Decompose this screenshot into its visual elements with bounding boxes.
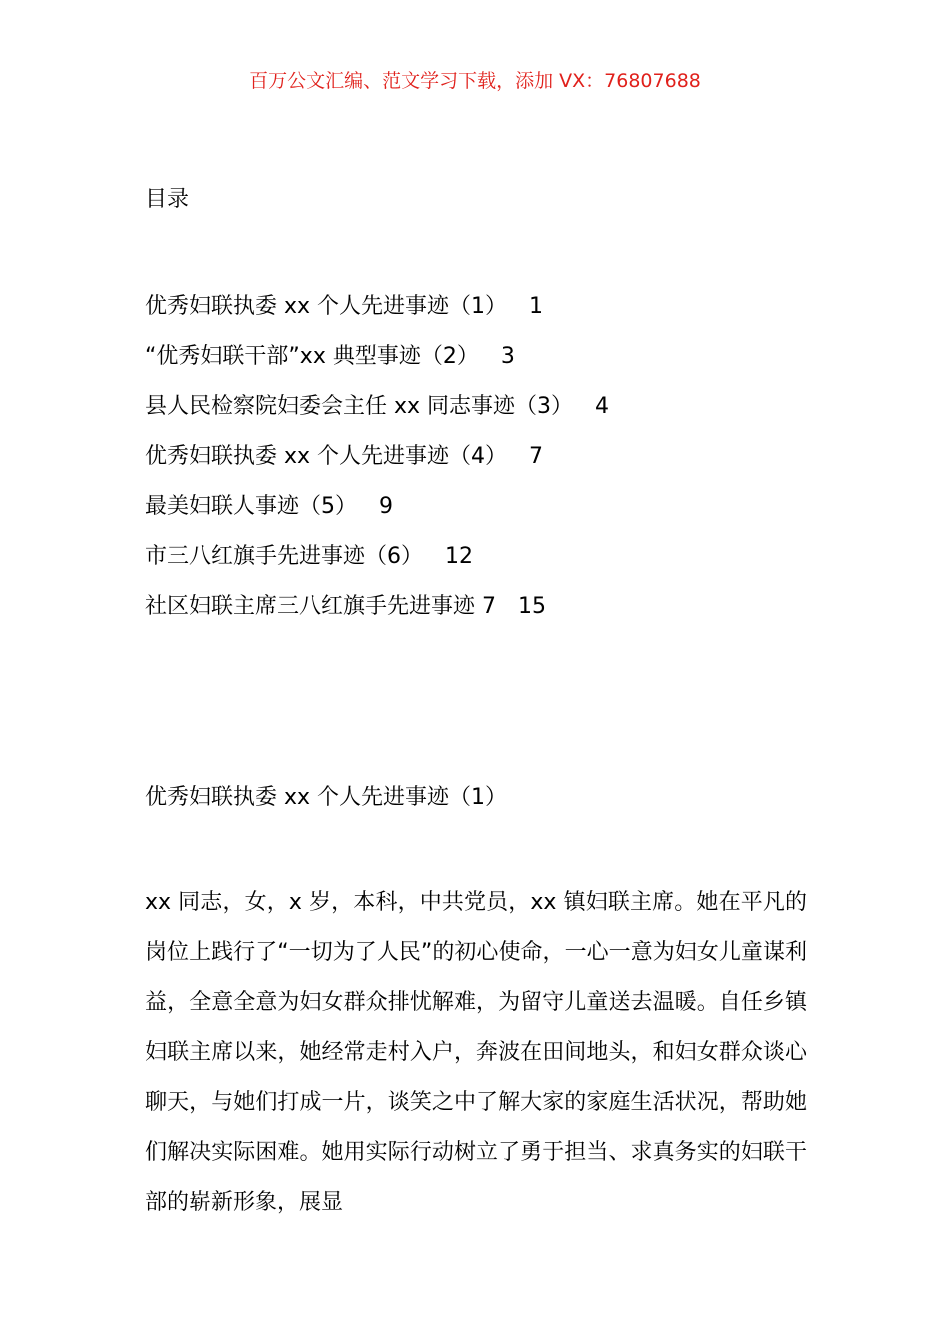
toc-entry — [145, 332, 609, 382]
watermark-header: 百万公文汇编、范文学习下载，添加 VX：76807688 — [249, 70, 701, 92]
toc-entry — [145, 382, 609, 432]
toc-entry-label: 市三八红旗手先进事迹（6） — [145, 544, 423, 569]
toc-entry-page: 4 — [595, 394, 610, 419]
body-paragraph: xx 同志，女，x 岁，本科，中共党员，xx 镇妇联主席。她在平凡的岗位上践行了“一切为了人民”的初心使命，一心一意为妇女儿童谋利益，全意全意为妇女群众排忧解难，为留守儿童送去温暖。自任乡镇妇联主席以来，她经常走村入户，奔波在田间地头，和妇女群众谈心聊天，与她们打成一片，谈笑之中了解大家的家庭生活状况，帮助她们解决实际困难。她用实际行动树立了勇于担当、求真务实的妇联干部的崭新形象，展显 — [145, 890, 807, 1215]
toc-entry-page: 9 — [379, 494, 393, 519]
toc-entry — [145, 582, 609, 632]
toc-title: 目录 — [145, 187, 190, 212]
toc-entry-page: 15 — [518, 594, 546, 619]
toc-entry-label: “优秀妇联干部”xx 典型事迹（2） — [145, 344, 479, 369]
toc-entry-label: 最美妇联人事迹（5） — [145, 494, 357, 519]
toc-entry-label: 优秀妇联执委 xx 个人先进事迹（4） — [145, 444, 508, 469]
toc-entry-page: 12 — [445, 544, 473, 569]
toc-entry — [145, 282, 609, 332]
toc-entry — [145, 432, 609, 482]
toc-entry-page: 7 — [529, 444, 544, 469]
toc-entry-label: 优秀妇联执委 xx 个人先进事迹（1） — [145, 294, 508, 319]
toc-entry-page: 3 — [500, 344, 515, 369]
toc-entry — [145, 532, 609, 582]
section-title: 优秀妇联执委 xx 个人先进事迹（1） — [145, 785, 508, 810]
toc-entry-page: 1 — [529, 294, 544, 319]
table-of-contents — [145, 282, 609, 632]
toc-entry-label: 社区妇联主席三八红旗手先进事迹 7 — [145, 594, 496, 619]
toc-entry — [145, 482, 609, 532]
toc-entry-label: 县人民检察院妇委会主任 xx 同志事迹（3） — [145, 394, 574, 419]
